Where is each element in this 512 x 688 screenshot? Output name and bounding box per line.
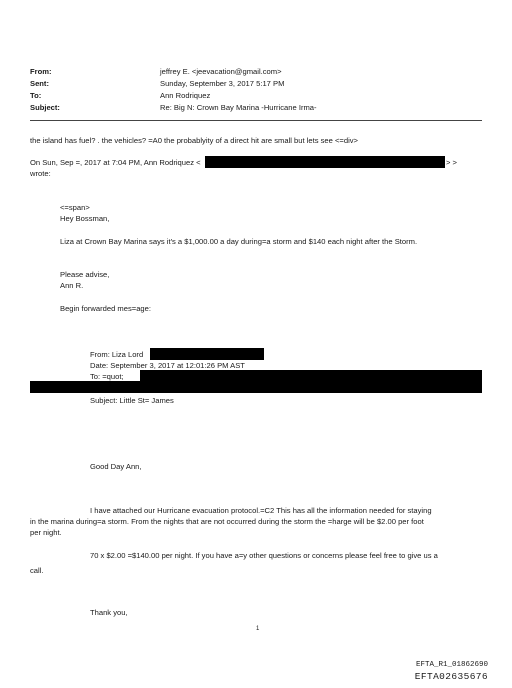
subject-value: Re: Big N: Crown Bay Marina -Hurricane Irma- [160,103,317,112]
message-text: Liza at Crown Bay Marina says it's a $1,000.00 a day during=a storm and $140 each night after the Storm. [60,237,418,246]
from-value: jeffrey E. <jeevacation@gmail.com> [160,67,282,76]
fwd-para1-line2: in the marina during=a storm. From the nights that are not occurred during the storm the =harge will be $2.00 per foot [30,517,424,526]
fwd-para2-line2: call. [30,566,44,575]
fwd-to: To: =quot; [90,372,124,381]
quote-intro: On Sun, Sep =, 2017 at 7:04 PM, Ann Rodriquez < [30,158,201,167]
sent-label: Sent: [30,79,49,88]
fwd-greeting: Good Day Ann, [90,462,142,471]
reply-line: the island has fuel? . the vehicles? =A0 the probablyity of a direct hit are small but lets see <=div> [30,136,358,145]
fwd-from: From: Liza Lord [90,350,144,359]
greeting: Hey Bossman, [60,214,110,223]
fwd-date: Date: September 3, 2017 at 12:01:26 PM AST [90,361,245,370]
redaction-block [150,348,264,360]
fwd-para1-line1: I have attached our Hurricane evacuation protocol.=C2 This has all the information needed for staying [90,506,432,515]
page-number: 1 [256,626,260,632]
to-label: To: [30,91,42,100]
span-tag: <=span> [60,203,90,212]
fwd-para1-line3: per night. [30,528,62,537]
quote-intro-end: > > [446,158,457,167]
header-divider [30,120,482,121]
fwd-closing: Thank you, [90,608,128,617]
from-label: From: [30,67,52,76]
doc-id-1: EFTA_R1_01862690 [415,661,488,669]
quote-intro-wrote: wrote: [30,169,51,178]
fwd-para2-line1: 70 x $2.00 =$140.00 per night. If you have a=y other questions or concerns please feel free to give us a [90,551,438,560]
sent-value: Sunday, September 3, 2017 5:17 PM [160,79,285,88]
to-value: Ann Rodriquez [160,91,211,100]
please-advise: Please advise, [60,270,110,279]
fwd-subject: Subject: Little St= James [90,396,174,405]
doc-id-2: EFTA02635676 [414,671,488,682]
redaction-block [30,381,482,393]
redaction-block [205,156,445,168]
subject-label: Subject: [30,103,60,112]
signature: Ann R. [60,281,84,290]
forwarded-label: Begin forwarded mes=age: [60,304,151,313]
